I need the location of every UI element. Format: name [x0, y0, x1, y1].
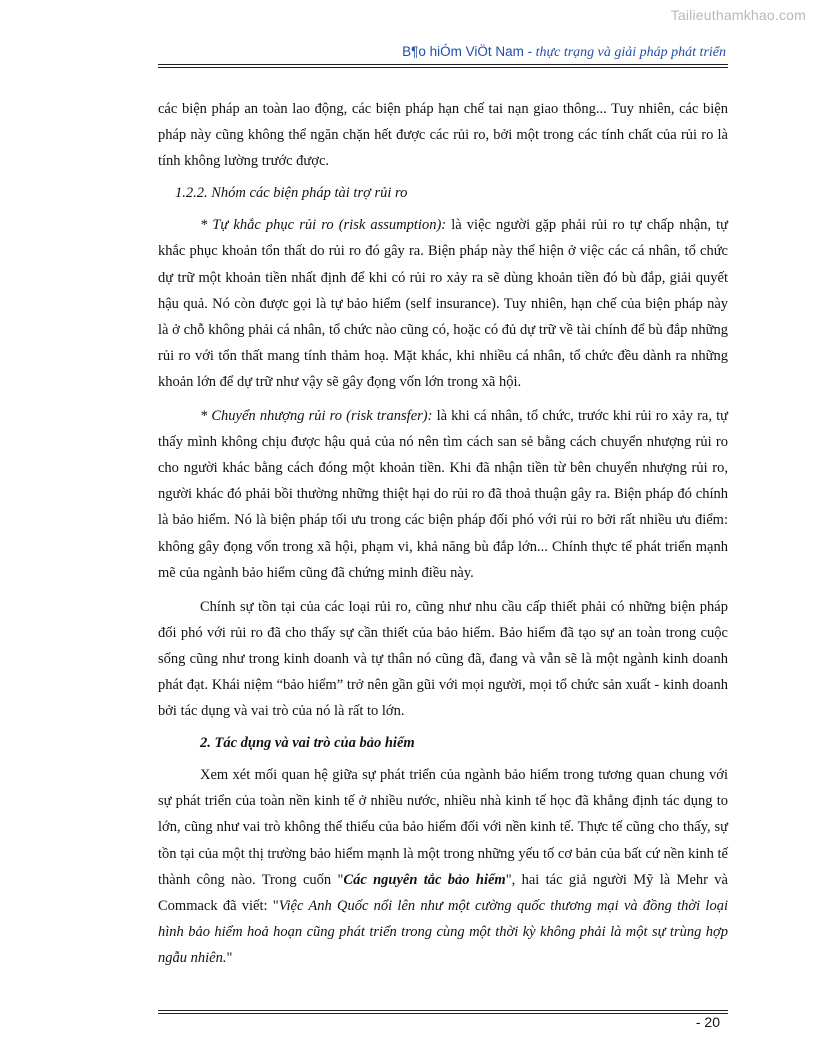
watermark: Tailieuthamkhao.com [670, 7, 806, 23]
page-header [402, 44, 726, 61]
footer-rule [158, 1010, 728, 1014]
paragraph-text: " [226, 949, 233, 966]
paragraph-text: Xem xét mối quan hệ giữa sự phát triển của ngành bảo hiểm trong tương quan chung với sự phát triển của toàn nền kinh tế ở nhiều nước, nhiều nhà kinh tế học đã khẳng định tác dụng to lớn, cũng như vai trò không thể thiếu của bảo hiểm đối với nền kinh tế. Thực tế cũng cho thấy, sự tồn tại của một thị trường bảo hiểm mạnh là một trong những yếu tố cơ bản của bất cứ nền kinh tế thành công nào. Trong cuốn " [158, 767, 728, 888]
section-heading: 2. Tác dụng và vai trò của bảo hiểm [200, 735, 415, 752]
paragraph [158, 762, 728, 971]
book-title: Các nguyên tắc bảo hiểm [343, 871, 506, 888]
paragraph [158, 212, 728, 395]
paragraph-text: ", hai tác giả người Mỹ là Mehr và Commack đã viết: " [158, 871, 728, 914]
paragraph: Chính sự tồn tại của các loại rủi ro, cũng như nhu cầu cấp thiết phải có những biện pháp đối phó với rủi ro đã cho thấy sự cần thiết của bảo hiểm. Bảo hiểm đã tạo sự an toàn trong cuộc sống cũng như trong kinh doanh và tự thân nó cũng đã, đang và vẫn sẽ là một ngành kinh doanh phát đạt. Khái niệm “bảo hiểm” trở nên gần gũi với mọi người, mọi tổ chức sản xuất - kinh doanh bởi tác dụng và vai trò của nó là rất to lớn. [158, 598, 728, 720]
quotation: Việc Anh Quốc nổi lên như một cường quốc thương mại và đồng thời loại hình bảo hiểm hoả hoạn cũng phát triển trong cùng một thời kỳ không phải là một sự trùng hợp ngẫu nhiên. [158, 897, 728, 966]
header-brand: B¶o hiÓm ViÖt Nam - [402, 44, 533, 59]
term-label: * Tự khắc phục rủi ro (risk assumption): [200, 217, 447, 234]
paragraph-text: là việc người gặp phải rủi ro tự chấp nhận, tự khắc phục khoản tổn thất do rủi ro đó gây ra. Biện pháp này thể hiện ở việc các cá nhân, tổ chức dự trữ một khoản tiền nhất định để khi có rủi ro xảy ra sẽ dùng khoản tiền đó bù đắp, giải quyết hậu quả. Nó còn được gọi là tự bảo hiểm (self insurance). Tuy nhiên, hạn chế của biện pháp này là ở chỗ không phải cá nhân, tổ chức nào cũng có, hoặc có đủ dự trữ về tài chính để bù đắp những rủi ro với tổn thất mang tính thảm hoạ. Mặt khác, khi nhiều cá nhân, tổ chức đều dành ra những khoản lớn để dự trữ như vậy sẽ gây đọng vốn lớn trong xã hội. [158, 217, 728, 390]
page-number: - 20 [695, 1014, 720, 1030]
section-heading: 1.2.2. Nhóm các biện pháp tài trợ rủi ro [175, 185, 408, 202]
term-label: * Chuyển nhượng rủi ro (risk transfer): [200, 408, 433, 425]
paragraph: các biện pháp an toàn lao động, các biện pháp hạn chế tai nạn giao thông... Tuy nhiên, các biện pháp này cũng không thể ngăn chặn hết được các rủi ro, bởi một trong các tính chất của rủi ro là tính không lường trước được. [158, 101, 728, 170]
document-body [158, 96, 728, 971]
header-rule [158, 64, 728, 68]
paragraph-text: là khi cá nhân, tổ chức, trước khi rủi ro xảy ra, tự thấy mình không chịu được hậu quả của nó nên tìm cách san sẻ bằng cách chuyển nhượng rủi ro cho người khác bằng cách đóng một khoản tiền. Khi đã nhận tiền từ bên chuyển nhượng rủi ro, người khác đó phải bồi thường những thiệt hại do rủi ro đã thoả thuận gây ra. Biện pháp đó chính là bảo hiểm. Nó là biện pháp tối ưu trong các biện pháp đối phó với rủi ro bởi rất nhiều ưu điểm: không gây đọng vốn trong xã hội, phạm vi, khả năng bù đắp lớn... Chính thực tế phát triển mạnh mẽ của ngành bảo hiểm cũng đã chứng minh điều này. [158, 408, 728, 581]
header-subtitle: thực trạng và giải pháp phát triển [535, 45, 726, 60]
paragraph [158, 403, 728, 586]
